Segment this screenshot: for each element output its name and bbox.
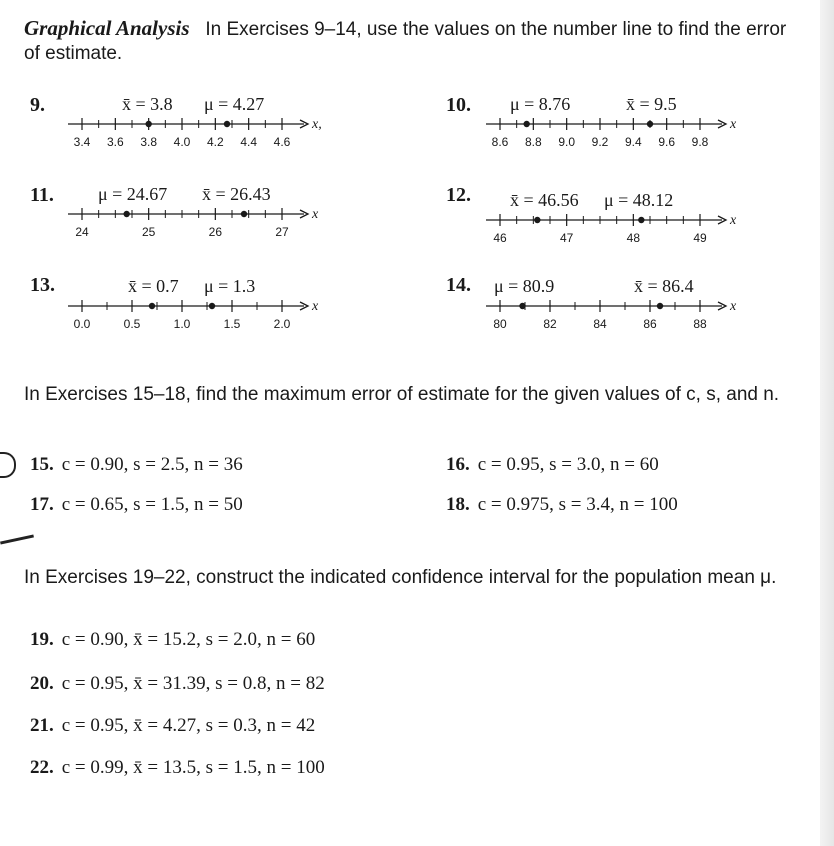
section-instructions: In Exercises 9–14, use the values on the number line to find the error of estimate. bbox=[24, 19, 787, 64]
tick-label: 25 bbox=[141, 225, 156, 239]
tick-label: 8.8 bbox=[524, 135, 542, 149]
tick-label: 86 bbox=[643, 317, 657, 331]
tick-label: 0.5 bbox=[123, 317, 141, 331]
exercise-19 bbox=[30, 629, 315, 651]
tick-label: 4.0 bbox=[173, 135, 191, 149]
page-edge-shadow bbox=[820, 0, 834, 846]
number-line bbox=[68, 204, 328, 244]
number-line bbox=[68, 114, 328, 154]
value-dot bbox=[523, 121, 529, 127]
exercise-values: c = 0.95, x̄ = 4.27, s = 0.3, n = 42 bbox=[61, 715, 316, 736]
axis-variable: x bbox=[730, 117, 737, 132]
tick-label: 0.0 bbox=[73, 317, 91, 331]
mu-label: μ = 80.9 bbox=[494, 276, 555, 296]
tick-label: 9.0 bbox=[558, 135, 576, 149]
axis-variable: x bbox=[312, 299, 319, 314]
exercise-22 bbox=[30, 757, 325, 779]
tick-label: 4.6 bbox=[273, 135, 291, 149]
section-intro-19-22: In Exercises 19–22, construct the indicated confidence interval for the population mean μ. bbox=[24, 567, 777, 588]
value-dot bbox=[638, 217, 644, 223]
value-dot bbox=[657, 303, 663, 309]
exercise-number: 21. bbox=[30, 715, 54, 736]
tick-label: 49 bbox=[693, 231, 707, 245]
exercise-21 bbox=[30, 715, 315, 737]
tick-label: 3.8 bbox=[140, 135, 158, 149]
tick-label: 9.8 bbox=[691, 135, 709, 149]
exercise-number: 22. bbox=[30, 757, 54, 778]
tick-label: 24 bbox=[75, 225, 89, 239]
exercise-number: 9. bbox=[30, 94, 45, 116]
exercise-number: 10. bbox=[446, 94, 471, 116]
value-dot bbox=[534, 217, 540, 223]
xbar-label: x̄ = 26.43 bbox=[202, 184, 271, 204]
exercise-20 bbox=[30, 673, 325, 695]
exercise-values: c = 0.90, s = 2.5, n = 36 bbox=[61, 454, 243, 475]
tick-label: 9.2 bbox=[591, 135, 609, 149]
xbar-label: x̄ = 3.8 bbox=[122, 94, 173, 114]
tick-label: 3.4 bbox=[73, 135, 91, 149]
tick-label: 1.0 bbox=[173, 317, 191, 331]
tick-label: 47 bbox=[559, 231, 574, 245]
exercise-number: 19. bbox=[30, 629, 54, 650]
tick-label: 9.4 bbox=[624, 135, 642, 149]
exercise-values: c = 0.95, s = 3.0, n = 60 bbox=[477, 454, 659, 475]
tick-label: 84 bbox=[593, 317, 607, 331]
margin-pen-mark bbox=[0, 534, 34, 544]
value-dot bbox=[123, 211, 129, 217]
number-line bbox=[486, 296, 746, 336]
tick-label: 2.0 bbox=[273, 317, 291, 331]
exercise-number: 16. bbox=[446, 454, 470, 475]
exercise-number: 18. bbox=[446, 494, 470, 515]
xbar-label: x̄ = 9.5 bbox=[626, 94, 677, 114]
xbar-label: x̄ = 86.4 bbox=[634, 276, 694, 296]
tick-label: 80 bbox=[493, 317, 507, 331]
value-dot bbox=[145, 121, 151, 127]
axis-variable: x, bbox=[312, 117, 322, 132]
section-intro-15-18: In Exercises 15–18, find the maximum error of estimate for the given values of c, s, and n. bbox=[24, 384, 780, 405]
tick-label: 1.5 bbox=[223, 317, 241, 331]
exercise-15 bbox=[30, 454, 243, 476]
value-dot bbox=[241, 211, 247, 217]
axis-variable: x bbox=[730, 213, 737, 228]
number-line bbox=[68, 296, 328, 336]
tick-label: 9.6 bbox=[658, 135, 676, 149]
exercise-number: 12. bbox=[446, 184, 471, 206]
tick-label: 4.4 bbox=[240, 135, 258, 149]
tick-label: 3.6 bbox=[106, 135, 124, 149]
mu-label: μ = 8.76 bbox=[510, 94, 571, 114]
value-dot bbox=[224, 121, 230, 127]
value-dot bbox=[149, 303, 155, 309]
exercise-18 bbox=[446, 494, 678, 516]
tick-label: 88 bbox=[693, 317, 707, 331]
tick-label: 46 bbox=[493, 231, 507, 245]
value-dot bbox=[209, 303, 215, 309]
exercise-number: 17. bbox=[30, 494, 54, 515]
exercise-17 bbox=[30, 494, 243, 516]
margin-mark bbox=[0, 452, 16, 478]
exercise-values: c = 0.65, s = 1.5, n = 50 bbox=[61, 494, 243, 515]
exercise-number: 20. bbox=[30, 673, 54, 694]
tick-label: 27 bbox=[275, 225, 289, 239]
exercise-values: c = 0.975, s = 3.4, n = 100 bbox=[477, 494, 678, 515]
axis-variable: x bbox=[312, 207, 319, 222]
exercise-number: 11. bbox=[30, 184, 54, 206]
tick-label: 26 bbox=[208, 225, 223, 239]
value-dot bbox=[647, 121, 653, 127]
tick-label: 48 bbox=[626, 231, 641, 245]
mu-label: μ = 4.27 bbox=[204, 94, 265, 114]
exercise-number: 13. bbox=[30, 274, 55, 296]
tick-label: 82 bbox=[543, 317, 557, 331]
exercise-16 bbox=[446, 454, 659, 476]
xbar-label: x̄ = 46.56 bbox=[510, 190, 579, 210]
tick-label: 8.6 bbox=[491, 135, 509, 149]
section-intro-9-14 bbox=[24, 16, 804, 66]
exercise-number: 14. bbox=[446, 274, 471, 296]
mu-label: μ = 48.12 bbox=[604, 190, 674, 210]
number-line bbox=[486, 114, 746, 154]
xbar-label: x̄ = 0.7 bbox=[128, 276, 179, 296]
section-title: Graphical Analysis bbox=[24, 16, 190, 40]
mu-label: μ = 1.3 bbox=[204, 276, 256, 296]
mu-label: μ = 24.67 bbox=[98, 184, 168, 204]
value-dot bbox=[519, 303, 525, 309]
exercise-values: c = 0.90, x̄ = 15.2, s = 2.0, n = 60 bbox=[61, 629, 316, 650]
exercise-values: c = 0.99, x̄ = 13.5, s = 1.5, n = 100 bbox=[61, 757, 325, 778]
tick-label: 4.2 bbox=[206, 135, 224, 149]
exercise-number: 15. bbox=[30, 454, 54, 475]
axis-variable: x bbox=[730, 299, 737, 314]
number-line bbox=[486, 210, 746, 250]
exercise-values: c = 0.95, x̄ = 31.39, s = 0.8, n = 82 bbox=[61, 673, 325, 694]
